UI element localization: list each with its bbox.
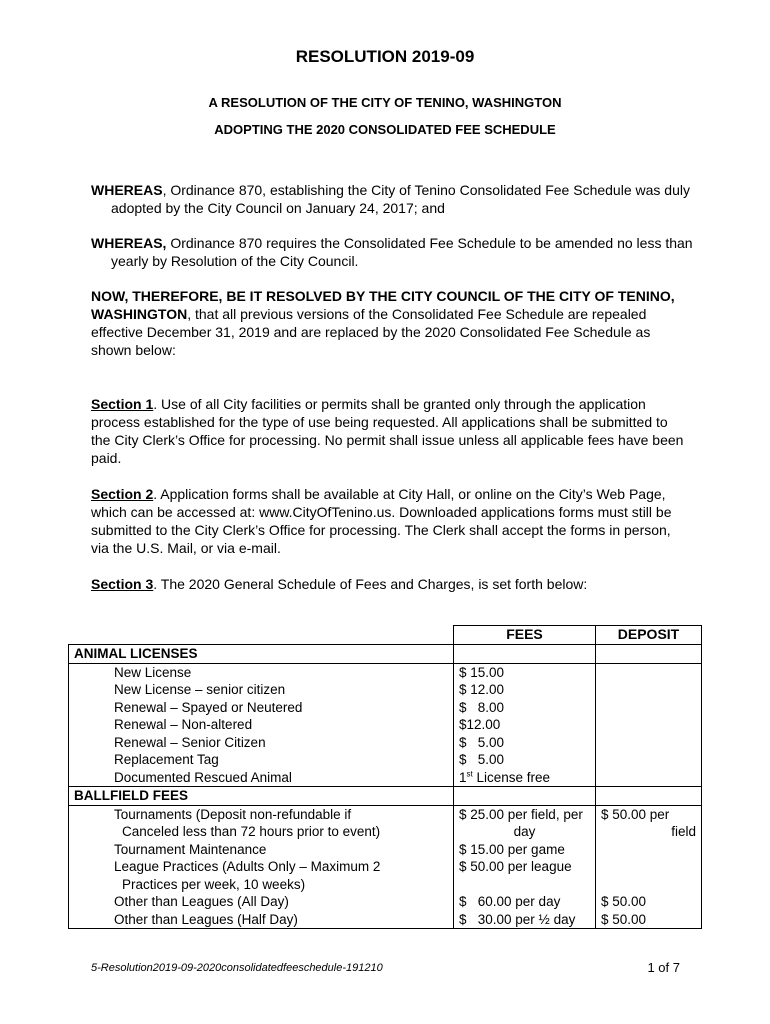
section-text: . Use of all City facilities or permits shall be granted only through the application process established for the type of use being requested. All applications shall be submitted to the City Clerk’s Office for processing. No permit shall issue unless all applicable fees have been paid. — [91, 396, 684, 466]
fee-item-name: Renewal – Senior Citizen — [114, 734, 266, 750]
subtitle-line-2: ADOPTING THE 2020 CONSOLIDATED FEE SCHEDULE — [214, 122, 556, 137]
whereas-text: Ordinance 870 requires the Consolidated Fee Schedule to be amended no less than yearly by Resolution of the City Council. — [111, 235, 693, 269]
resolved-text: , that all previous versions of the Consolidated Fee Schedule are repealed effective December 31, 2019 and are replaced by the 2020 Consolidated Fee Schedule as shown below: — [91, 306, 651, 358]
fee-value: $ 25.00 per field, per — [459, 806, 583, 822]
section-label: Section 3 — [91, 576, 154, 592]
fee-item-name: Renewal – Non-altered — [114, 717, 253, 732]
table-header-row — [69, 626, 702, 645]
fee-item-name: New License – senior citizen — [114, 682, 286, 697]
section-label: Section 1 — [91, 396, 154, 412]
fee-ordinal-number: 1 — [459, 769, 467, 785]
animal-fee-values — [454, 663, 596, 787]
deposit-value: $ 50.00 per — [601, 806, 670, 822]
section-label: Section 2 — [91, 486, 154, 502]
deposit-value: $ 50.00 — [601, 911, 647, 927]
animal-licenses-heading: ANIMAL LICENSES — [69, 645, 454, 664]
fee-item-name: Tournaments (Deposit non-refundable if — [114, 806, 352, 822]
fee-ordinal-suffix: st — [466, 769, 473, 778]
subtitle-line-1: A RESOLUTION OF THE CITY OF TENINO, WASHINGTON — [208, 95, 562, 110]
fee-value: $ 60.00 per day — [459, 894, 561, 909]
fee-schedule-table — [68, 625, 702, 929]
fee-value: $12.00 — [459, 717, 501, 732]
fee-item-name: New License — [114, 664, 192, 680]
fee-value: $ 30.00 per ½ day — [459, 911, 576, 927]
table-row — [69, 805, 702, 929]
fee-value: $ 5.00 — [459, 752, 505, 767]
fee-item-name-continued: Practices per week, 10 weeks) — [122, 876, 306, 892]
fee-item-name-continued: Canceled less than 72 hours prior to event) — [122, 824, 381, 839]
deposit-value: $ 50.00 — [601, 894, 647, 909]
table-row — [69, 787, 702, 806]
whereas-lead: WHEREAS, — [91, 235, 167, 251]
page-number: 1 of 7 — [647, 960, 680, 975]
section-2 — [91, 485, 691, 557]
fee-item-name: Other than Leagues (Half Day) — [114, 911, 298, 927]
section-text: . Application forms shall be available at City Hall, or online on the City’s Web Page, which can be accessed at: www.CityOfTenino.us. Downloaded applications forms must still be submitted to the City Clerk’s Office for processing. The Clerk shall accept the forms in person, via the U.S. Mail, or via e-mail. — [91, 486, 672, 556]
fee-item-name: Tournament Maintenance — [114, 841, 267, 857]
whereas-text: , Ordinance 870, establishing the City of Tenino Consolidated Fee Schedule was duly adopted by the City Council on January 24, 2017; and — [111, 182, 690, 216]
fee-item-name: League Practices (Adults Only – Maximum 2 — [114, 859, 381, 874]
whereas-lead: WHEREAS — [91, 182, 163, 198]
whereas-clause-1 — [91, 181, 711, 217]
deposit-value-continued: field — [671, 824, 696, 839]
fee-value — [459, 769, 590, 787]
deposit-column-header: DEPOSIT — [596, 626, 702, 645]
fee-item-name: Replacement Tag — [114, 752, 219, 767]
section-1 — [91, 395, 691, 467]
fee-value: $ 5.00 — [459, 734, 505, 750]
fees-column-header: FEES — [454, 626, 596, 645]
animal-fee-names — [69, 663, 454, 787]
ballfield-fee-names — [69, 805, 454, 929]
page-title: RESOLUTION 2019-09 — [295, 47, 475, 66]
fee-item-name: Documented Rescued Animal — [114, 769, 292, 785]
fee-ordinal-rest: License free — [472, 769, 551, 785]
fee-value: $ 50.00 per league — [459, 859, 572, 874]
ballfield-fees-heading: BALLFIELD FEES — [69, 787, 454, 806]
resolved-lead: NOW, THEREFORE, BE IT RESOLVED BY THE CITY COUNCIL OF THE CITY OF TENINO, WASHINGTON — [91, 288, 675, 322]
fee-item-name: Other than Leagues (All Day) — [114, 894, 289, 909]
fee-value: $ 8.00 — [459, 699, 505, 715]
fee-item-name: Renewal – Spayed or Neutered — [114, 699, 303, 715]
resolved-clause — [91, 287, 691, 359]
table-row — [69, 663, 702, 787]
section-text: . The 2020 General Schedule of Fees and Charges, is set forth below: — [153, 576, 588, 592]
fee-value-continued: day — [513, 824, 536, 839]
header-blank-cell — [69, 626, 454, 645]
fee-value: $ 12.00 — [459, 682, 505, 697]
footer-filename: 5-Resolution2019-09-2020consolidatedfeeschedule-191210 — [91, 962, 383, 974]
table-row — [69, 645, 702, 664]
whereas-clause-2 — [91, 234, 711, 270]
section-3 — [91, 575, 691, 593]
ballfield-fee-values — [454, 805, 596, 929]
fee-value: $ 15.00 per game — [459, 841, 565, 857]
ballfield-deposit-values — [596, 805, 702, 929]
fee-value: $ 15.00 — [459, 664, 505, 680]
